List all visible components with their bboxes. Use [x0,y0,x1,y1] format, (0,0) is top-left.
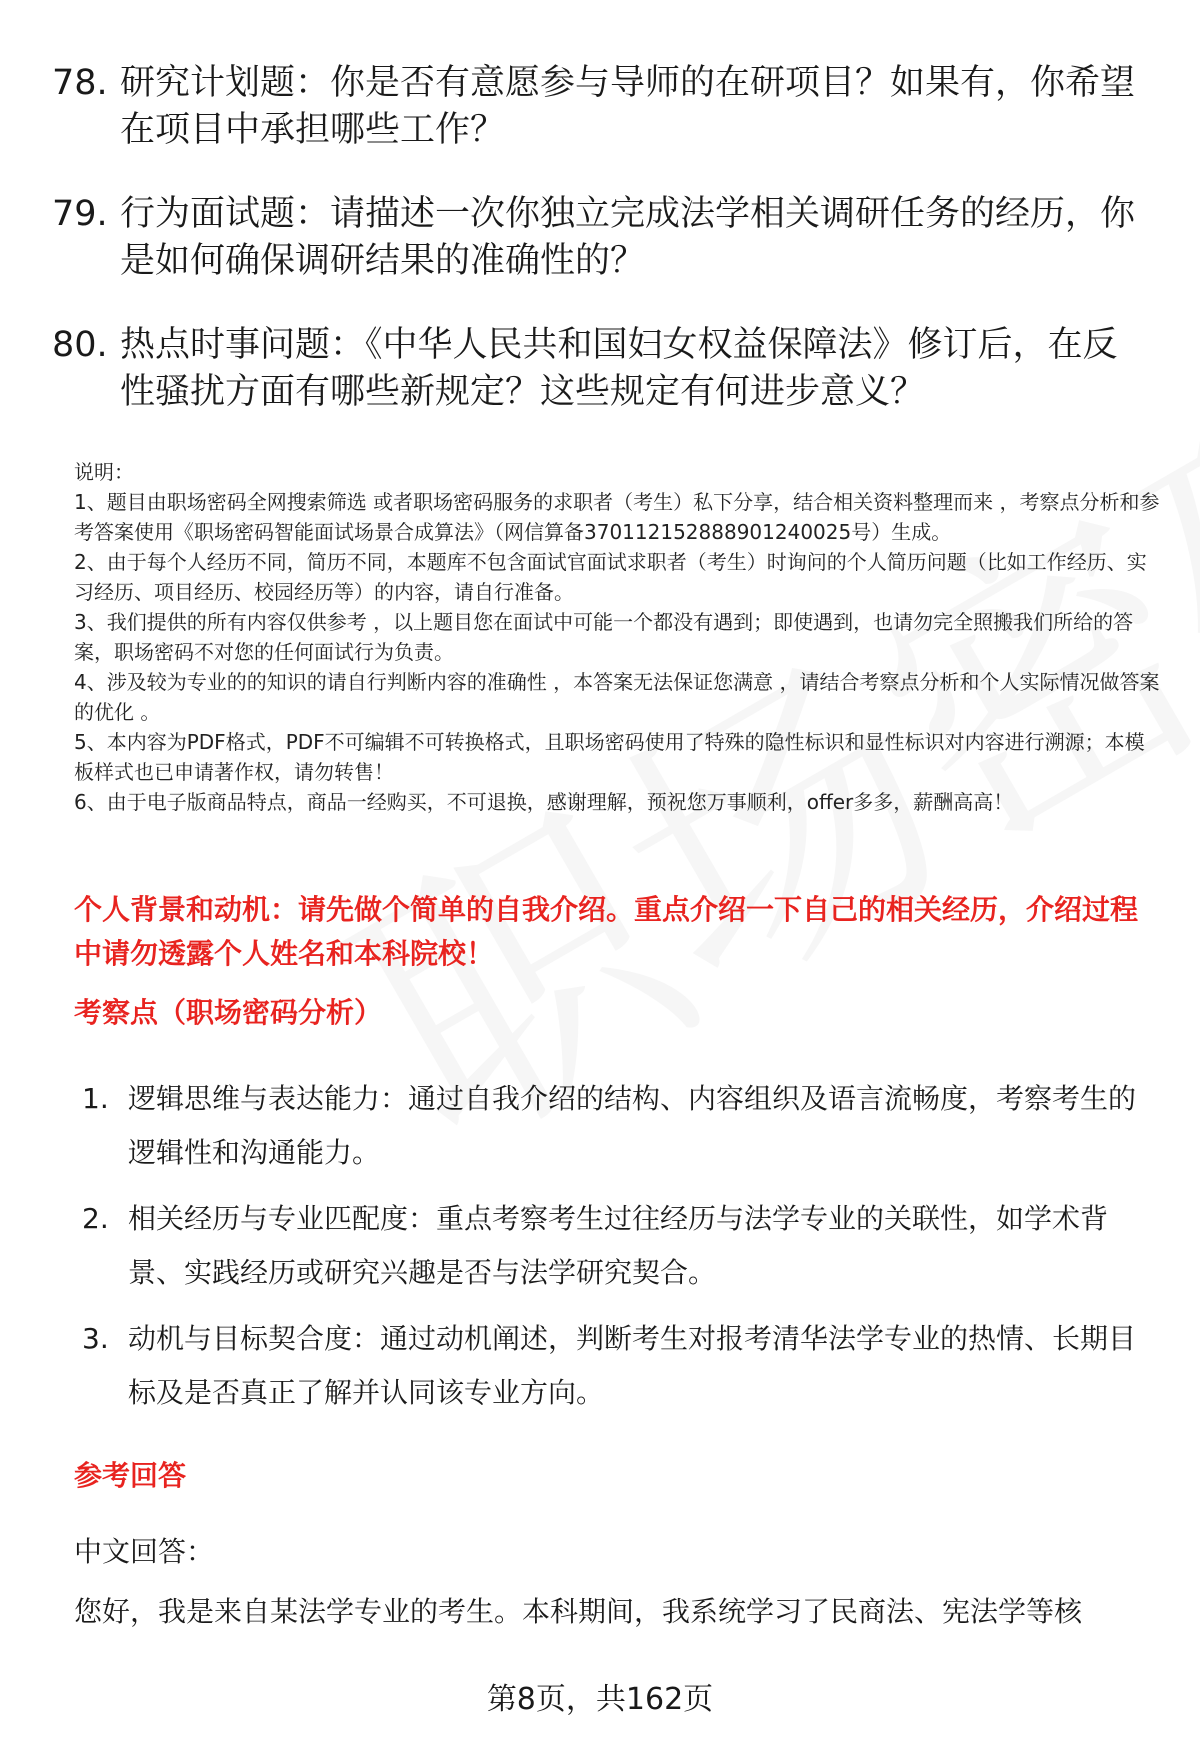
page-footer: 第8页，共162页 [486,1682,714,1717]
note-item: 1、题目由职场密码全网搜索筛选 或者职场密码服务的求职者（考生）私下分享，结合相关资料整理而来 ，考察点分析和参考答案使用《职场密码智能面试场景合成算法》（网信算备370112152888901240025号）生成。 [74,490,1160,544]
note-item: 6、由于电子版商品特点，商品一经购买，不可退换，感谢理解，预祝您万事顺利，offer多多，薪酬高高！ [74,790,1014,814]
main-question: 个人背景和动机：请先做个简单的自我介绍。重点介绍一下自己的相关经历，介绍过程中请勿透露个人姓名和本科院校！ [74,893,1139,970]
question-item [52,322,1152,416]
question-list [52,60,1152,453]
analysis-title: 考察点（职场密码分析） [74,996,383,1029]
question-item [52,60,1152,154]
point-number: 1. [82,1082,109,1115]
analysis-points [82,1072,1162,1432]
answer-label: 中文回答： [74,1535,215,1568]
analysis-point [82,1312,1162,1420]
point-text: 相关经历与专业匹配度：重点考察考生过往经历与法学专业的关联性，如学术背景、实践经历或研究兴趣是否与法学研究契合。 [128,1202,1109,1289]
notes-heading: 说明： [74,460,134,484]
question-text: 行为面试题：请描述一次你独立完成法学相关调研任务的经历，你是如何确保调研结果的准确性的？ [120,194,1136,281]
question-number: 80. [52,325,108,365]
question-number: 78. [52,63,108,103]
analysis-point [82,1192,1162,1300]
question-item [52,191,1152,285]
question-text: 研究计划题：你是否有意愿参与导师的在研项目？如果有，你希望在项目中承担哪些工作？ [120,63,1136,150]
point-number: 2. [82,1202,109,1235]
point-text: 动机与目标契合度：通过动机阐述，判断考生对报考清华法学专业的热情、长期目标及是否真正了解并认同该专业方向。 [128,1322,1137,1409]
note-item: 3、我们提供的所有内容仅供参考 ，以上题目您在面试中可能一个都没有遇到；即使遇到，也请勿完全照搬我们所给的答案，职场密码不对您的任何面试行为负责。 [74,610,1134,664]
question-text: 热点时事问题：《中华人民共和国妇女权益保障法》修订后，在反性骚扰方面有哪些新规定？这些规定有何进步意义？ [120,325,1118,412]
note-item: 4、涉及较为专业的的知识的请自行判断内容的准确性 ，本答案无法保证您满意 ，请结合考察点分析和个人实际情况做答案的优化 。 [74,670,1160,724]
note-item: 5、本内容为PDF格式，PDF不可编辑不可转换格式，且职场密码使用了特殊的隐性标识和显性标识对内容进行溯源；本模板样式也已申请著作权，请勿转售！ [74,730,1145,784]
analysis-point [82,1072,1162,1180]
note-item: 2、由于每个人经历不同，简历不同，本题库不包含面试官面试求职者（考生）时询问的个人简历问题（比如工作经历、实习经历、项目经历、校园经历等）的内容，请自行准备。 [74,550,1147,604]
point-text: 逻辑思维与表达能力：通过自我介绍的结构、内容组织及语言流畅度，考察考生的逻辑性和沟通能力。 [128,1082,1137,1169]
answer-text: 您好，我是来自某法学专业的考生。本科期间，我系统学习了民商法、宪法学等核 [74,1595,1083,1628]
notes-section [74,457,1162,817]
question-number: 79. [52,194,108,234]
point-number: 3. [82,1322,109,1355]
reference-title: 参考回答 [74,1459,187,1492]
